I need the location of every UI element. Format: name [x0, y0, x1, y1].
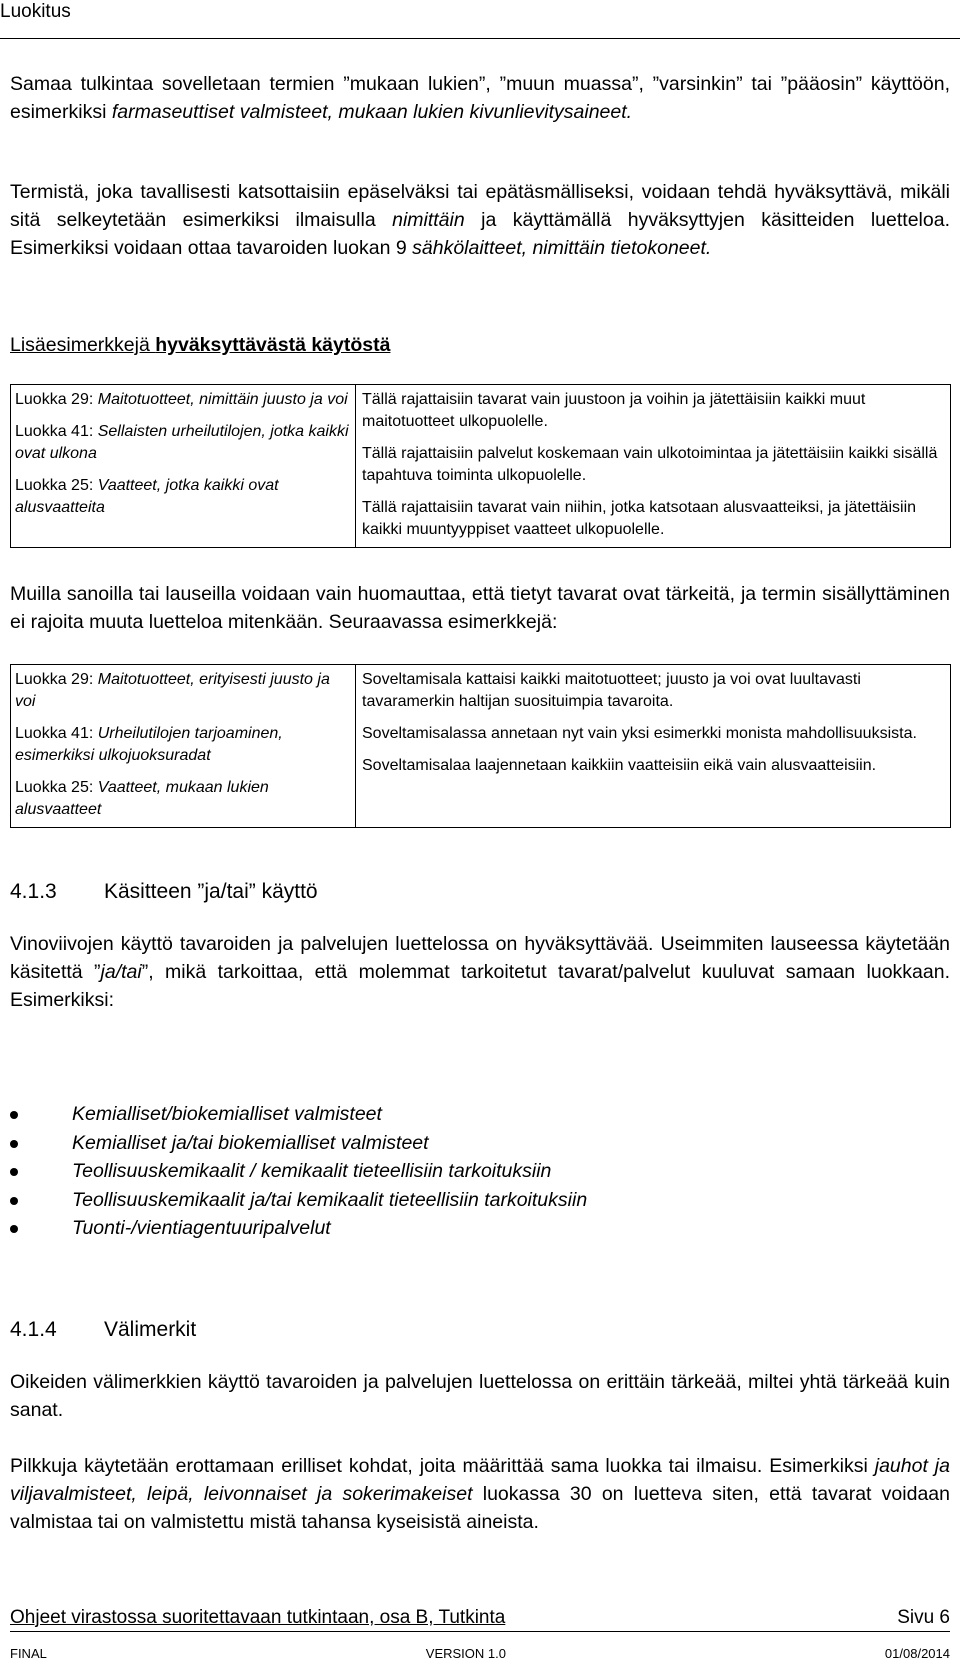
running-header: Luokitus — [0, 1, 71, 22]
note-entry: Soveltamisalassa annetaan nyt vain yksi esimerkki monista mahdollisuuksista. — [362, 725, 917, 742]
bullet-icon — [10, 1140, 18, 1148]
limiting-examples-table — [10, 664, 951, 828]
table-cell-notes — [356, 385, 951, 548]
note-entry: Tällä rajattaisiin palvelut koskemaan vain ulkotoimintaa ja jätettäisiin kaikki sisällä tapahtuva toiminta ulkopuolelle. — [362, 445, 938, 484]
section-title: Käsitteen ”ja/tai” käyttö — [104, 880, 318, 903]
footer-status: FINAL — [10, 1646, 47, 1661]
note-entry: Soveltamisalaa laajennetaan kaikkiin vaatteisiin eikä vain alusvaatteisiin. — [362, 757, 877, 774]
table-cell-classes — [11, 385, 356, 548]
list-item: Tuonti-/vientiagentuuripalvelut — [10, 1214, 910, 1243]
paragraph-italic: farmaseuttiset valmisteet, mukaan lukien kivunlievitysaineet. — [111, 101, 633, 123]
bullet-icon — [10, 1225, 18, 1233]
table-row — [11, 665, 951, 828]
list-item: Kemialliset/biokemialliset valmisteet — [10, 1100, 910, 1129]
header-divider — [0, 38, 960, 39]
paragraph-italic: ja/tai — [100, 961, 142, 983]
class-entry: Luokka 41: Sellaisten urheilutilojen, jotka kaikki ovat ulkona — [15, 423, 349, 462]
examples-list — [10, 1100, 910, 1243]
paragraph-slash-usage — [10, 930, 950, 1014]
class-entry: Luokka 25: Vaatteet, jotka kaikki ovat alusvaatteita — [15, 477, 279, 516]
table-cell-classes — [11, 665, 356, 828]
paragraph-ambiguous-terms — [10, 178, 950, 262]
subheading-normal: Lisäesimerkkejä — [10, 334, 156, 356]
list-item: Teollisuuskemikaalit ja/tai kemikaalit tieteellisiin tarkoituksiin — [10, 1186, 910, 1215]
paragraph-interpretation — [10, 70, 950, 126]
bullet-icon — [10, 1168, 18, 1176]
footer-page-number: Sivu 6 — [897, 1607, 950, 1628]
note-entry: Tällä rajattaisiin tavarat vain niihin, jotka katsotaan alusvaatteiksi, ja jätettäisiin kaikki muuntyyppiset vaatteet ulkopuolelle. — [362, 499, 917, 538]
subheading-bold: hyväksyttävästä käytöstä — [155, 334, 391, 356]
paragraph-text: luokassa 30 on luetteva siten, että tavarat voidaan valmistaa tai on valmistettu mistä tahansa kyseisistä aineista. — [10, 1483, 950, 1533]
section-heading-4-1-3 — [10, 878, 318, 906]
section-number: 4.1.4 — [10, 1318, 57, 1341]
paragraph-text: ja käyttämällä hyväksyttyjen käsitteiden luetteloa. Esimerkiksi voidaan ottaa tavaroiden luokan 9 — [10, 209, 950, 259]
class-entry: Luokka 25: Vaatteet, mukaan lukien alusvaatteet — [15, 779, 269, 818]
list-item: Kemialliset ja/tai biokemialliset valmisteet — [10, 1129, 910, 1158]
paragraph-other-words: Muilla sanoilla tai lauseilla voidaan vain huomauttaa, että tietyt tavarat ovat tärkeitä, ja termin sisällyttäminen ei rajoita muuta luetteloa mitenkään. Seuraavassa esimerkkejä: — [10, 583, 950, 633]
paragraph-italic: jauhot ja viljavalmisteet, leipä, leivonnaiset ja sokerimakeiset — [10, 1455, 950, 1505]
table-cell-notes — [356, 665, 951, 828]
table-row — [11, 385, 951, 548]
footer-meta — [10, 1645, 950, 1663]
footer-divider — [10, 1631, 950, 1632]
note-entry: Soveltamisala kattaisi kaikki maitotuotteet; juusto ja voi ovat luultavasti tavaramerkin haltijan suosituimpia tavaroita. — [362, 671, 861, 710]
note-entry: Tällä rajattaisiin tavarat vain juustoon ja voihin ja jätettäisiin kaikki muut maitotuotteet ulkopuolelle. — [362, 391, 866, 430]
class-entry: Luokka 41: Urheilutilojen tarjoaminen, esimerkiksi ulkojuoksuradat — [15, 725, 283, 764]
class-entry: Luokka 29: Maitotuotteet, nimittäin juusto ja voi — [15, 391, 348, 408]
paragraph-punctuation: Oikeiden välimerkkien käyttö tavaroiden ja palvelujen luettelossa on erittäin tärkeää, miltei yhtä tärkeää kuin sanat. — [10, 1371, 950, 1421]
footer-version: VERSION 1.0 — [425, 1646, 506, 1661]
bullet-icon — [10, 1197, 18, 1205]
paragraph-commas — [10, 1452, 950, 1536]
paragraph-italic: nimittäin — [392, 209, 465, 231]
paragraph-text: Pilkkuja käytetään erottamaan erilliset kohdat, joita määrittää sama luokka tai ilmaisu. Esimerkiksi — [10, 1455, 875, 1477]
examples-subheading — [10, 332, 390, 358]
footer-date: 01/08/2014 — [884, 1646, 950, 1661]
paragraph-text: ”, mikä tarkoittaa, että molemmat tarkoitetut tavarat/palvelut kuuluvat samaan luokkaan. Esimerkiksi: — [10, 961, 950, 1011]
section-title: Välimerkit — [104, 1318, 197, 1341]
paragraph-italic: sähkölaitteet, nimittäin tietokoneet. — [412, 237, 712, 259]
paragraph-text: Samaa tulkintaa sovelletaan termien ”mukaan lukien”, ”muun muassa”, ”varsinkin” tai ”pääosin” käyttöön, esimerkiksi — [10, 73, 950, 123]
footer-document-title: Ohjeet virastossa suoritettavaan tutkintaan, osa B, Tutkinta — [10, 1607, 506, 1628]
paragraph-text: Vinoviivojen käyttö tavaroiden ja palvelujen luettelossa on hyväksyttävää. Useimmiten lauseessa käytetään käsitettä ” — [10, 933, 950, 983]
paragraph-text: Termistä, joka tavallisesti katsottaisiin epäselväksi tai epätäsmälliseksi, voidaan tehdä hyväksyttävä, mikäli sitä selkeytetään esimerkiksi ilmaisulla — [10, 181, 950, 231]
class-entry: Luokka 29: Maitotuotteet, erityisesti juusto ja voi — [15, 671, 330, 710]
bullet-icon — [10, 1111, 18, 1119]
list-item: Teollisuuskemikaalit / kemikaalit tieteellisiin tarkoituksiin — [10, 1157, 910, 1186]
acceptable-usage-table — [10, 384, 951, 548]
section-number: 4.1.3 — [10, 880, 57, 903]
section-heading-4-1-4 — [10, 1316, 196, 1344]
